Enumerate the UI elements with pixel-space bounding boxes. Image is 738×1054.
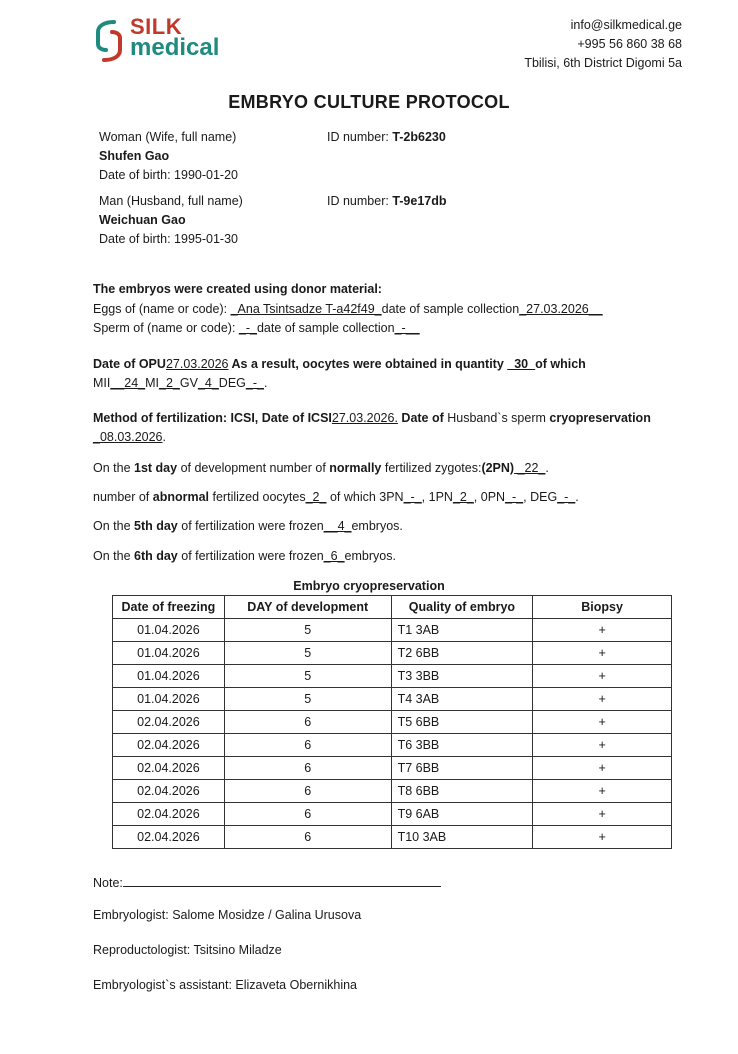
donor-eggs-line [93,302,603,316]
sperm-value: _-_ [238,321,257,335]
cryo-date: _08.03.2026 [93,430,163,444]
day1-text-1: On the [93,461,134,475]
icsi-date: 27.03.2026. [331,411,398,425]
day1-bold-2: normally [329,461,382,475]
cell-date: 02.04.2026 [113,757,225,780]
man-id-label: ID number: [327,194,393,208]
day5-text-2: of fertilization were frozen [177,519,324,533]
day6-line [93,549,396,563]
abn-text-6: , DEG [523,490,558,504]
woman-id-value: T-2b6230 [392,130,446,144]
cell-date: 01.04.2026 [113,688,225,711]
day6-text-3: embryos. [344,549,396,563]
cell-biopsy: + [533,780,672,803]
fert-end: . [162,430,166,444]
deg-value: _-_ [245,376,264,390]
day1-text-2: of development number of [177,461,330,475]
sperm-label: Sperm of (name or code): [93,321,239,335]
opu-label: Date of OPU [93,357,166,371]
eggs-date: _27.03.2026__ [519,302,603,316]
eggs-date-label: date of sample collection [381,302,520,316]
woman-dob: Date of birth: 1990-01-20 [99,168,238,182]
opu-end: . [263,376,268,390]
day5-text-1: On the [93,519,134,533]
man-id-value: T-9e17db [392,194,447,208]
day5-bold: 5th day [134,519,178,533]
cell-quality: T2 6BB [391,642,533,665]
cell-biopsy: + [533,642,672,665]
table-header-row [113,596,672,619]
abn-3pn: _-_ [403,490,422,504]
day6-text-1: On the [93,549,134,563]
table-row [113,757,672,780]
logo-word-medical: medical [130,34,220,61]
fertilization-line [93,411,651,425]
cell-day: 5 [224,688,391,711]
cell-biopsy: + [533,757,672,780]
man-dob: Date of birth: 1995-01-30 [99,232,238,246]
cell-quality: T9 6AB [391,803,533,826]
fert-method: Method of fertilization: ICSI, Date of ICSI [93,411,332,425]
day1-line [93,461,549,475]
mii-value: __24_ [110,376,146,390]
cell-day: 6 [224,711,391,734]
fert-cryo-label: cryopreservation [549,411,651,425]
table-row [113,826,672,849]
cell-quality: T8 6BB [391,780,533,803]
note-field[interactable] [123,874,441,887]
woman-id [327,130,446,144]
fertilization-line-2 [93,430,166,444]
table-row [113,734,672,757]
abn-text-4: , 1PN [421,490,453,504]
cell-day: 6 [224,803,391,826]
contact-email[interactable]: info@silkmedical.ge [570,18,682,32]
note-label: Note: [93,876,123,890]
abn-0pn: _-_ [505,490,524,504]
eggs-value: _Ana Tsintsadze T-a42f49_ [230,302,382,316]
cell-date: 01.04.2026 [113,665,225,688]
cell-quality: T5 6BB [391,711,533,734]
table-row [113,642,672,665]
gv-value: _4_ [197,376,219,390]
cell-day: 5 [224,619,391,642]
woman-id-label: ID number: [327,130,393,144]
cell-day: 6 [224,734,391,757]
reproductologist-line: Reproductologist: Tsitsino Miladze [93,943,282,957]
cell-date: 02.04.2026 [113,826,225,849]
mi-label: MI [145,376,160,390]
col-header-quality: Quality of embryo [391,596,533,619]
abn-end: . [575,490,579,504]
cell-quality: T6 3BB [391,734,533,757]
document-title: EMBRYO CULTURE PROTOCOL [228,92,510,112]
cell-quality: T1 3AB [391,619,533,642]
col-header-date: Date of freezing [113,596,225,619]
mii-label: MII [93,376,111,390]
fert-date-of: Date of [397,411,444,425]
cell-biopsy: + [533,803,672,826]
abn-text-1: number of [93,490,153,504]
opu-of-which: of which [535,357,586,371]
table-row [113,619,672,642]
cell-day: 5 [224,642,391,665]
cell-date: 02.04.2026 [113,780,225,803]
cell-biopsy: + [533,711,672,734]
cell-biopsy: + [533,826,672,849]
mi-value: _2_ [159,376,180,390]
cell-day: 6 [224,757,391,780]
woman-label: Woman (Wife, full name) [99,130,237,144]
abn-deg: _-_ [557,490,576,504]
table-row [113,803,672,826]
cell-date: 02.04.2026 [113,803,225,826]
day6-count: _6_ [323,549,345,563]
abnormal-line [93,490,579,504]
logo-mark-icon [92,18,126,64]
man-id [327,194,447,208]
abn-text-3: of which 3PN [326,490,404,504]
silk-medical-logo [92,14,232,66]
table-body [113,619,672,849]
day5-text-3: embryos. [351,519,403,533]
deg-label: DEG [218,376,246,390]
cell-day: 6 [224,826,391,849]
cell-biopsy: + [533,734,672,757]
cell-biopsy: + [533,619,672,642]
man-label: Man (Husband, full name) [99,194,243,208]
embryologist-line: Embryologist: Salome Mosidze / Galina Urusova [93,908,362,922]
day1-bold-1: 1st day [134,461,178,475]
day1-bold-3: (2PN) [481,461,515,475]
day1-text-3: fertilized zygotes: [381,461,482,475]
contact-block [524,16,682,73]
col-header-day: DAY of development [224,596,391,619]
cell-biopsy: + [533,665,672,688]
opu-line [93,357,586,371]
assistant-line: Embryologist`s assistant: Elizaveta Obernikhina [93,978,358,992]
day6-bold: 6th day [134,549,178,563]
opu-breakdown-line [93,376,267,390]
opu-date: 27.03.2026 [165,357,229,371]
day1-end: . [545,461,549,475]
logo-word-silk: SILK [130,14,183,39]
cell-quality: T3 3BB [391,665,533,688]
cell-biopsy: + [533,688,672,711]
cell-quality: T7 6BB [391,757,533,780]
fert-sperm-text: Husband`s sperm [443,411,550,425]
abn-text-2: fertilized oocytes [209,490,306,504]
table-title: Embryo cryopreservation [293,579,445,593]
abn-bold-1: abnormal [152,490,210,504]
abn-text-5: , 0PN [473,490,506,504]
day1-count: _22_ [514,461,546,475]
woman-name: Shufen Gao [99,149,170,163]
day5-count: __4_ [323,519,352,533]
sperm-date-label: date of sample collection [256,321,395,335]
sperm-date: _-__ [394,321,420,335]
cell-day: 5 [224,665,391,688]
cell-date: 01.04.2026 [113,642,225,665]
cryo-table [112,595,672,849]
day6-text-2: of fertilization were frozen [177,549,324,563]
opu-quantity: _30_ [507,357,536,371]
col-header-biopsy: Biopsy [533,596,672,619]
abn-1pn: _2_ [452,490,474,504]
contact-address: Tbilisi, 6th District Digomi 5a [524,56,682,70]
note-line [93,874,441,890]
table-row [113,780,672,803]
donor-sperm-line [93,321,420,335]
eggs-label: Eggs of (name or code): [93,302,231,316]
table-row [113,665,672,688]
opu-result-text: As a result, oocytes were obtained in quantity [228,357,508,371]
cell-quality: T4 3AB [391,688,533,711]
table-row [113,711,672,734]
cell-day: 6 [224,780,391,803]
cell-date: 02.04.2026 [113,734,225,757]
cell-date: 01.04.2026 [113,619,225,642]
gv-label: GV [179,376,198,390]
contact-phone[interactable]: +995 56 860 38 68 [577,37,682,51]
cell-date: 02.04.2026 [113,711,225,734]
abn-count: _2_ [305,490,327,504]
day5-line [93,519,403,533]
cell-quality: T10 3AB [391,826,533,849]
table-row [113,688,672,711]
man-name: Weichuan Gao [99,213,186,227]
donor-heading: The embryos were created using donor material: [93,282,382,296]
